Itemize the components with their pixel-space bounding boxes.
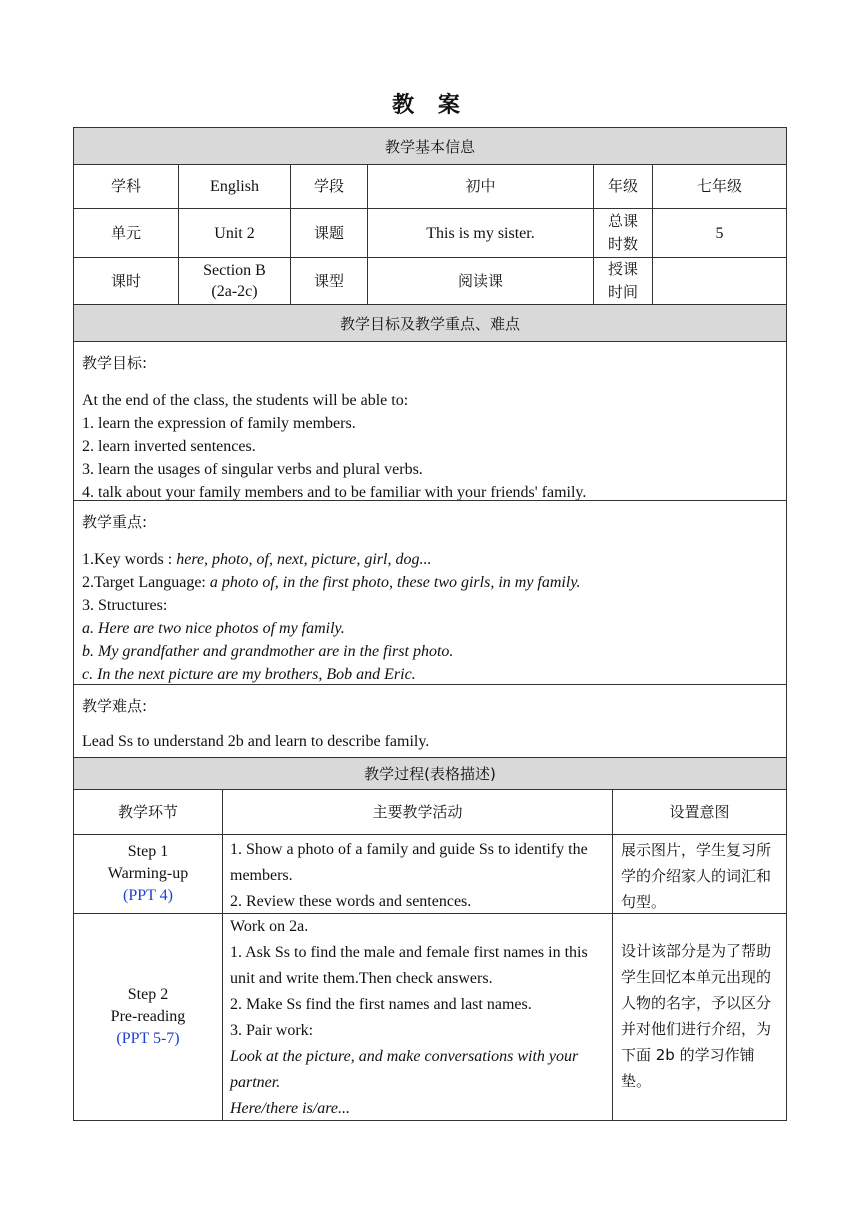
topic-value: This is my sister. [367, 208, 594, 258]
step-2-name: Step 2 [127, 986, 169, 1003]
unit-value: Unit 2 [178, 208, 291, 258]
target-language-line [82, 571, 778, 594]
stage-label: 学段 [290, 164, 368, 209]
unit-label: 单元 [73, 208, 179, 258]
type-label: 课型 [290, 257, 368, 305]
page-title: 教 案 [392, 93, 468, 118]
stage-value: 初中 [367, 164, 594, 209]
total-hours-label [593, 208, 653, 258]
step-2-stage [73, 913, 223, 1121]
topic-label: 课题 [290, 208, 368, 258]
subject-label: 学科 [73, 164, 179, 209]
type-value: 阅读课 [367, 257, 594, 305]
teaching-time-label-line1: 授课 [607, 260, 638, 278]
step-1-activities [222, 834, 613, 914]
objectives-header: 教学目标及教学重点、难点 [73, 304, 787, 342]
difficult-points-text: Lead Ss to understand 2b and learn to describe family. [82, 733, 430, 750]
teaching-goals-section [73, 341, 787, 501]
total-hours-label-line1: 总课 [607, 212, 638, 230]
period-label: 课时 [73, 257, 179, 305]
step-1-activity: 1. Show a photo of a family and guide Ss to identify the members. [230, 841, 588, 884]
teaching-goal-item: 4. talk about your family members and to be familiar with your friends' family. [82, 484, 587, 501]
teaching-goal-item: 3. learn the usages of singular verbs and plural verbs. [82, 461, 423, 478]
teaching-time-label-line2: 时间 [607, 283, 638, 301]
key-words: here, photo, of, next, picture, girl, dog... [176, 551, 432, 568]
step-2-ppt: (PPT 5-7) [116, 1030, 180, 1047]
process-col-intent: 设置意图 [612, 789, 787, 835]
teaching-time-value [652, 257, 787, 305]
grade-label: 年级 [593, 164, 653, 209]
teaching-goal-item: 1. learn the expression of family members. [82, 415, 356, 432]
step-2-intent: 设计该部分是为了帮助学生回忆本单元出现的人物的名字，予以区分并对他们进行介绍，为下面 2b 的学习作铺垫。 [612, 913, 787, 1121]
difficult-points-section [73, 684, 787, 758]
step-1-stage [73, 834, 223, 914]
basic-info-header: 教学基本信息 [73, 127, 787, 165]
difficult-points-title: 教学难点: [82, 697, 148, 715]
target-language: a photo of, in the first photo, these two girls, in my family. [209, 574, 581, 591]
grade-value: 七年级 [652, 164, 787, 209]
target-language-label: 2.Target Language: [82, 574, 210, 591]
structure-item: b. My grandfather and grandmother are in the first photo. [82, 643, 454, 660]
step-2-activity-example: Look at the picture, and make conversations with your partner. [230, 1048, 579, 1091]
process-col-activities: 主要教学活动 [222, 789, 613, 835]
teaching-time-label [593, 257, 653, 305]
period-value [178, 257, 291, 305]
structure-item: a. Here are two nice photos of my family. [82, 620, 345, 637]
step-1-activity: 2. Review these words and sentences. [230, 893, 472, 910]
key-points-section [73, 500, 787, 685]
period-value-line1: Section B [203, 262, 266, 279]
total-hours-label-line2: 时数 [607, 235, 638, 253]
key-words-label: 1.Key words : [82, 551, 177, 568]
process-col-stage: 教学环节 [73, 789, 223, 835]
teaching-goals-title: 教学目标: [82, 354, 148, 372]
total-hours-value: 5 [652, 208, 787, 258]
step-2-activity: 3. Pair work: [230, 1022, 314, 1039]
step-1-intent: 展示图片，学生复习所学的介绍家人的词汇和句型。 [612, 834, 787, 914]
teaching-goals-intro: At the end of the class, the students will be able to: [82, 392, 409, 409]
step-2-activity: Work on 2a. [230, 918, 309, 935]
period-value-line2: (2a-2c) [211, 283, 258, 300]
key-words-line [82, 548, 778, 571]
step-2-activities [222, 913, 613, 1121]
key-points-title: 教学重点: [82, 513, 148, 531]
step-2-activity-example: Here/there is/are... [230, 1100, 350, 1117]
step-2-phase: Pre-reading [110, 1008, 186, 1025]
step-1-phase: Warming-up [107, 865, 189, 882]
structure-item: c. In the next picture are my brothers, Bob and Eric. [82, 666, 416, 683]
step-1-name: Step 1 [127, 843, 169, 860]
process-header: 教学过程(表格描述) [73, 757, 787, 790]
teaching-goal-item: 2. learn inverted sentences. [82, 438, 256, 455]
structures-label: 3. Structures: [82, 597, 168, 614]
subject-value: English [178, 164, 291, 209]
step-2-activity: 2. Make Ss find the first names and last names. [230, 996, 532, 1013]
step-2-activity: 1. Ask Ss to find the male and female first names in this unit and write them.Then check answers. [230, 944, 588, 987]
step-1-ppt: (PPT 4) [123, 887, 173, 904]
